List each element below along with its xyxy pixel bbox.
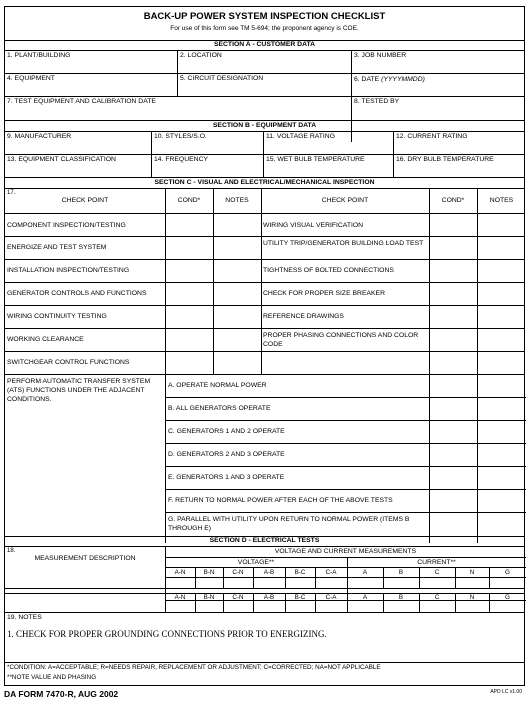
check-item-left: ENERGIZE AND TEST SYSTEM [7, 244, 107, 251]
styles-so-field[interactable]: 10. STYLES/S.O. [154, 133, 207, 140]
voltage-header: VOLTAGE** [237, 559, 275, 566]
current-col-label: G [505, 594, 510, 601]
check-item-left: COMPONENT INSPECTION/TESTING [7, 222, 126, 229]
check-item-right: PROPER PHASING CONNECTIONS AND COLOR CODE [263, 332, 419, 348]
current-header: CURRENT** [417, 559, 456, 566]
date-format: (YYYYMMDD) [381, 76, 425, 83]
notes-header-left: NOTES [225, 197, 249, 204]
ats-label: PERFORM AUTOMATIC TRANSFER SYSTEM (ATS) FUNCTIONS UNDER THE ADJACENT CONDITIONS. [7, 378, 151, 403]
date-label: 6. DATE [354, 76, 380, 83]
inspection-form [4, 6, 525, 686]
voltage-col-label: A-N [174, 569, 186, 576]
current-col-label: B [398, 594, 404, 601]
check-point-header-right: CHECK POINT [321, 197, 369, 204]
voltage-col-label: A-B [263, 569, 275, 576]
apd-version: APD LC v1.00 [490, 689, 522, 695]
cond-header-left: COND* [177, 197, 201, 204]
ats-item: D. GENERATORS 2 AND 3 OPERATE [168, 451, 285, 458]
tested-by-field[interactable]: 8. TESTED BY [354, 98, 400, 105]
voltage-col-label: A-B [263, 594, 275, 601]
job-number-field[interactable]: 3. JOB NUMBER [354, 52, 407, 59]
ats-item: F. RETURN TO NORMAL POWER AFTER EACH OF THE ABOVE TESTS [168, 497, 393, 504]
vc-measurements-header: VOLTAGE AND CURRENT MEASUREMENTS [274, 548, 417, 555]
cond-header-right: COND* [441, 197, 465, 204]
voltage-col-label: B-N [203, 569, 215, 576]
current-col-label: A [362, 569, 368, 576]
voltage-col-label: B-C [294, 594, 306, 601]
check-item-left: WIRING CONTINUITY TESTING [7, 313, 107, 320]
equipment-classification-field[interactable]: 13. EQUIPMENT CLASSIFICATION [7, 156, 116, 163]
voltage-col-label: A-N [174, 594, 186, 601]
voltage-col-label: C-N [232, 594, 244, 601]
section-b-title: SECTION B - EQUIPMENT DATA [212, 122, 317, 129]
note-1: 1. CHECK FOR PROPER GROUNDING CONNECTIONS PRIOR TO ENERGIZING. [7, 629, 327, 639]
ats-item: E. GENERATORS 1 AND 3 OPERATE [168, 474, 285, 481]
manufacturer-field[interactable]: 9. MANUFACTURER [7, 133, 72, 140]
check-item-right: UTILITY TRIP/GENERATOR BUILDING LOAD TEST [263, 240, 424, 247]
check-item-right: CHECK FOR PROPER SIZE BREAKER [263, 290, 385, 297]
check-item-left: INSTALLATION INSPECTION/TESTING [7, 267, 130, 274]
voltage-col-label: C-N [232, 569, 244, 576]
current-col-label: A [362, 594, 368, 601]
voltage-col-label: C-A [325, 569, 337, 576]
item-17: 17. [7, 190, 16, 196]
voltage-col-label: C-A [325, 594, 337, 601]
dry-bulb-field[interactable]: 16. DRY BULB TEMPERATURE [396, 156, 494, 163]
check-item-right: WIRING VISUAL VERIFICATION [263, 222, 364, 229]
date-field[interactable] [354, 76, 425, 83]
row-divider [165, 577, 526, 578]
notes-label: 19. NOTES [7, 614, 42, 621]
section-c-title: SECTION C - VISUAL AND ELECTRICAL/MECHANICAL INSPECTION [154, 179, 375, 186]
current-col-label: C [434, 594, 440, 601]
item-18: 18. [7, 548, 16, 554]
location-field[interactable]: 2. LOCATION [180, 52, 222, 59]
form-title: BACK-UP POWER SYSTEM INSPECTION CHECKLIST [143, 11, 386, 22]
voltage-rating-field[interactable]: 11. VOLTAGE RATING [266, 133, 335, 140]
measurement-description-header: MEASUREMENT DESCRIPTION [34, 555, 136, 562]
wet-bulb-field[interactable]: 15. WET BULB TEMPERATURE [266, 156, 365, 163]
current-col-label: N [469, 594, 475, 601]
plant-building-field[interactable]: 1. PLANT/BUILDING [7, 52, 71, 59]
check-item-left: GENERATOR CONTROLS AND FUNCTIONS [7, 290, 147, 297]
equipment-field[interactable]: 4. EQUIPMENT [7, 75, 55, 82]
check-item-left: SWITCHGEAR CONTROL FUNCTIONS [7, 359, 130, 366]
current-col-label: N [469, 569, 475, 576]
condition-footnote: *CONDITION: A=ACCEPTABLE; R=NEEDS REPAIR, REPLACEMENT OR ADJUSTMENT; C=CORRECTED; NA=NOT APPLICABLE [7, 664, 381, 671]
ats-item: C. GENERATORS 1 AND 2 OPERATE [168, 428, 285, 435]
check-item-right: TIGHTNESS OF BOLTED CONNECTIONS [263, 267, 394, 274]
current-col-label: C [434, 569, 440, 576]
section-a-title: SECTION A - CUSTOMER DATA [213, 41, 316, 48]
note-value-footnote: **NOTE VALUE AND PHASING [7, 674, 97, 681]
ats-item: B. ALL GENERATORS OPERATE [168, 405, 271, 412]
frequency-field[interactable]: 14. FREQUENCY [154, 156, 209, 163]
current-col-label: B [398, 569, 404, 576]
form-subtitle: For use of this form see TM 5-694; the proponent agency is COE. [170, 25, 359, 32]
current-rating-field[interactable]: 12. CURRENT RATING [396, 133, 468, 140]
ats-item: A. OPERATE NORMAL POWER [168, 382, 267, 389]
check-item-left: WORKING CLEARANCE [7, 336, 84, 343]
section-d-title: SECTION D - ELECTRICAL TESTS [209, 537, 320, 544]
current-col-label: G [505, 569, 510, 576]
check-item-right: REFERENCE DRAWINGS [263, 313, 344, 320]
test-equipment-field[interactable]: 7. TEST EQUIPMENT AND CALIBRATION DATE [7, 98, 156, 105]
ats-item: G. PARALLEL WITH UTILITY UPON RETURN TO NORMAL POWER (ITEMS B THROUGH E) [168, 516, 410, 532]
row-divider [5, 588, 524, 589]
check-point-header-left: CHECK POINT [61, 197, 109, 204]
notes-header-right: NOTES [489, 197, 514, 204]
circuit-designation-field[interactable]: 5. CIRCUIT DESIGNATION [180, 75, 264, 82]
voltage-col-label: B-N [203, 594, 215, 601]
voltage-col-label: B-C [294, 569, 306, 576]
form-number: DA FORM 7470-R, AUG 2002 [4, 689, 119, 699]
